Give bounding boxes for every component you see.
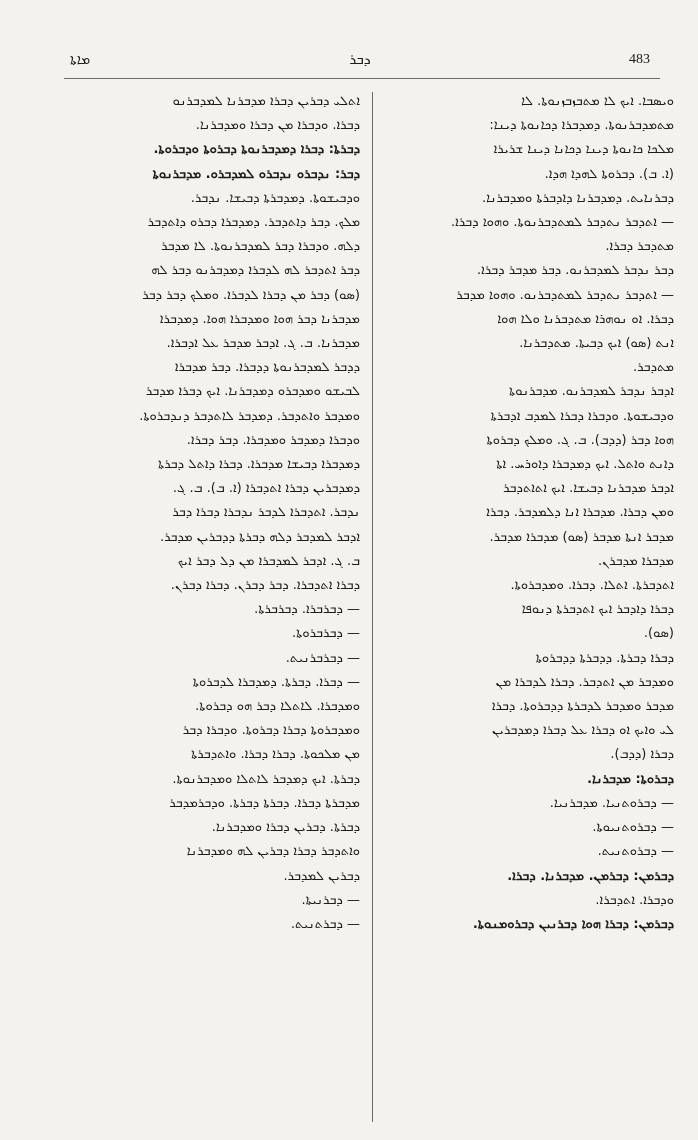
entry-line: ܕܒܪܐ (ܕܕܒ). (610, 747, 674, 763)
entry-line: — ܕܒܪܒܪܢܝܬ. (285, 650, 360, 666)
entry-line: — ܕܒܪܐ. ܕܒܪܬܐ. ܕܡܕܒܪܐ ܠܕܒܪܘܬܐ (192, 674, 360, 690)
entry-line: ܕܒܪ ܢܕܒܪ ܠܡܕܒܪܢܘ. ܕܒܪ ܡܕܒܪ ܕܒܪܐ. (476, 263, 674, 279)
entry-line: ܒ. ܓ. ܐܕܒܪ ܠܡܕܒܪܐ ܡܢ ܕܠ ܕܒܪ ܐܝܟ (177, 553, 360, 569)
entry-line: ܕܐܢܬ ܘܐܬܠ. ܐܝܟ ܕܡܕܒܪܐ ܕܐܘܪܚ. ܐܬܐ (496, 457, 674, 473)
entry-line: ܕܒܪܐ. ܐܘ ܢܘܗܪܐ ܡܬܕܒܪܢܐ ܘܠܐ ܗܘܐ (497, 311, 674, 327)
header-rule (64, 78, 660, 79)
entry-line: ܕܒܪܝܢ ܠܡܕܒܪ. (283, 868, 360, 884)
entry-line: ܡܠܟ. ܕܒܪ ܕܐܬܕܒܪ. ܕܡܕܒܪܐ ܕܒܪܘ ܕܐܬܕܒܪ (147, 215, 360, 231)
entry-line: ܡܬܕܒܪ. (633, 360, 674, 376)
entry-line: ܕܒܪ: ܢܕܒܪܘ ܢܕܒܪܘ ܠܡܕܒܪܘ. ܡܕܒܪܢܘܬܐ (152, 166, 360, 182)
dictionary-entry (384, 187, 674, 260)
entry-line: ܡܕܒܪܢܐ. ܒ. ܓ. ܐܕܒܪ ܡܕܒܪ ܥܠ ܐܕܒܪܐ. (166, 336, 360, 352)
entry-line: ܕܡܕܒܪܝܢ ܕܒܪܐ ܐܬܕܒܪܐ (ܐ. ܒ). ܒ. ܓ. (172, 481, 360, 497)
entry-line: — ܕܒܪܘܬܢܝܬ. (597, 844, 674, 860)
entry-line: (ܣܘ) ܕܒܪ ܡܢ ܕܒܪܐ ܠܕܒܪܐ. ܘܡܠܟ ܕܒܪ ܕܒܪ (142, 287, 360, 303)
entry-line: ܡܠܟܐ ܟܐܢܘܬܐ ܕܝܢܐ ܕܟܐܢܐ ܕܝܢܐ ܫܪܝܪܐ (493, 142, 674, 158)
entry-line: ܕܒܪ ܐܬܕܒܪ ܠܗ ܠܕܒܪܐ ܕܡܕܒܪܢܘ ܕܒܪ ܠܗ (151, 263, 360, 279)
entry-line: ܕܒܪܢܐܝܬ. ܕܡܕܒܪܢܐ ܕܐܕܒܪܬܐ ܘܡܕܒܪܢܐ. (481, 190, 674, 206)
entry-line: ܐܕܒܪ ܢܕܒܪ ܠܡܕܒܪܢܘ. ܡܕܒܪܢܘܬܐ (509, 384, 674, 400)
entry-line: ܠܝ ܘܐܝܟ ܐܘ ܕܒܪܐ ܥܠ ܕܒܪܐ ܕܡܕܒܪܝܢ (491, 723, 674, 739)
entry-line: ܕܒܪܐ ܕܒܪܬܐ. ܕܕܒܪܬܐ ܕܕܒܪܘܬܐ (535, 650, 674, 666)
dictionary-entry (70, 163, 360, 623)
dictionary-entry (384, 865, 674, 913)
dictionary-entry (70, 671, 360, 889)
entry-line: ܘܝܣܒܐ. ܐܝܟ ܠܐ ܡܬܒܙܒܙܢܘܬܐ. ܠܐ (521, 94, 674, 109)
entry-line: ܕܒܪܡܢ: ܕܒܪܐ ܗܘܐ ܕܒܪܢܝܢ ܕܒܪܘܡܢܘܬܐ. (472, 916, 674, 932)
entry-line: ܡܕܒܪܐ ܡܕܒܪܢ. (597, 553, 674, 569)
entry-line: ܐܬܠܝ ܕܒܪܝܢ ܕܒܪܐ ܡܕܒܪܢܐ ܠܡܕܒܪܢܘ (172, 94, 360, 109)
entry-line: ܕܠܗ. ܘܕܒܪܐ ܕܒܪ ܠܡܕܒܪܢܘܬܐ. ܠܐ ܡܕܒܪ (161, 239, 360, 255)
entry-line: ܡܬܡܕܒܪܢܘܬܐ. ܕܡܕܒܪܐ ܕܟܐܢܘܬܐ ܕܝܢܐ: (489, 118, 674, 134)
entry-line: ܕܒܪܬܐ. ܕܒܪܝܢ ܕܒܪܐ ܘܡܕܒܪܢܐ. (211, 820, 360, 836)
entry-line: ܡܕܒܪ ܐܢܬܐ ܡܕܒܪ (ܣܘ) ܡܕܒܪܐ ܡܕܒܪ. (489, 529, 674, 545)
entry-line: ܡܕܒܪܬܐ ܕܒܪܐ. ܕܒܪܬܐ ܕܒܪܬܐ. ܘܕܒܪܡܕܒܪ (169, 795, 360, 811)
entry-line: — ܕܒܪܘܬܢܝܘܬܐ. (592, 820, 674, 836)
entry-line: ܕܒܪܐ ܕܐܕܒܪ ܐܝܟ ܐܬܕܒܪܬܐ ܕܢܘܦܐ (521, 602, 674, 618)
entry-line: ܘܡܕܒܪ ܘܐܬܕܒܪ. ܕܡܕܒܪ ܠܐܬܕܒܪ ܕܢܕܒܪܘܬܐ. (139, 408, 360, 424)
entry-line: ܡܬܕܒܪ ܕܒܪܐ. (605, 239, 674, 255)
dictionary-entry (384, 768, 674, 792)
entry-line: ܐܬܕܒܪܬܐ. ܐܬܠܐ. ܕܒܪܐ. ܘܡܕܒܪܘܬܐ. (510, 578, 674, 594)
dictionary-entry (70, 90, 360, 138)
entry-line: ܡܕܒܪܢܐ ܕܒܪ ܗܘܐ ܘܡܕܒܪܐ ܗܘܐ. ܕܡܕܒܪܐ (159, 311, 360, 327)
entry-line: ܕܕܒܪ ܠܡܕܒܪܢܘܬܐ ܕܕܒܪܐ. ܕܒܪ ܡܕܒܪܐ (174, 360, 360, 376)
entry-line: (ܐ. ܒ). ܕܒܪܘܬܐ ܠܗܕܐ ܗܕܐ. (544, 166, 674, 182)
entry-line: ܕܒܪܐ ܐܬܕܒܪܐ. ܕܒܪ ܕܒܪܢ. ܕܒܪܐ ܕܒܪܢ. (170, 578, 360, 594)
entry-line: ܡܕܒܪ ܘܡܕܒܪ ܠܕܒܪܬܐ ܕܕܒܪܘܬܐ. ܕܒܪܐ (491, 699, 674, 715)
dictionary-entry (70, 138, 360, 162)
entry-line: ܘܡܢ ܕܒܪܐ. ܡܕܒܪܐ ܐܢܐ ܕܠܡܕܒܪ. ܕܒܪܐ (486, 505, 674, 521)
entry-line: ܘܐܬܕܒܪ ܕܒܪܐ ܕܒܪܝܢ ܠܗ ܘܡܕܒܪܢܐ (186, 844, 360, 860)
entry-line: — ܕܒܪܒܪܘܬܐ. (292, 626, 360, 642)
dictionary-entry (384, 647, 674, 768)
entry-line: ܕܒܪܡܢ: ܕܒܪܡܢ. ܡܕܒܪܢܐ. ܕܒܪܐ. (507, 868, 674, 884)
entry-line: ܐܕܒܪ ܡܕܒܪܢܐ ܕܒܝܫܐ. ܐܝܟ ܐܬܐܬܕܒܪ (503, 481, 674, 497)
dictionary-entry (384, 380, 674, 574)
entry-line: ܘܕܒܪܐ. ܐܬܕܒܪܐ. (595, 892, 674, 908)
running-title-center: ܕܒܪ (349, 52, 371, 68)
entry-line: ܐܕܒܪ ܠܡܕܒܪ ܕܠܗ ܕܒܪܬܐ ܕܕܒܪܝܢ ܡܕܒܪ. (159, 529, 360, 545)
entry-line: — ܐܬܕܒܪ ܢܬܕܒܪ ܠܡܬܕܒܪܢܘܬܐ. ܘܗܘܐ ܕܒܪܐ. (450, 215, 674, 231)
entry-line: ܘܡܕܒܪܘܬܐ ܕܒܪܐ ܕܒܪܘܬܐ. ܘܕܒܪܐ ܕܒܪ (182, 723, 360, 739)
entry-line: ܐܢܬ (ܣܘ) ܐܝܟ ܕܒܝܬܐ. ܡܬܕܒܪܢܐ. (519, 336, 674, 352)
column-divider (372, 92, 373, 1122)
dictionary-entry (70, 889, 360, 937)
entry-line: — ܕܒܪܬܢܝܬ. (290, 916, 360, 932)
entry-line: ܘܕܒܪܐ ܕܡܕܒܪ ܘܡܕܒܪܐ. ܕܒܪ ܕܒܪܐ. (186, 432, 360, 448)
entry-line: — ܕܒܪܘܬܢܝܐ. ܡܕܒܪܢܝܐ. (549, 795, 674, 811)
entry-line: ܘܡܕܒܪ ܡܢ ܐܬܕܒܪ. ܕܒܪܐ ܠܕܒܪܐ ܡܢ (495, 674, 674, 690)
entry-line: ܘܕܒܝܫܘܬܐ. ܕܡܕܒܪܬܐ ܕܒܝܫܐ. ܢܕܒܪ. (190, 190, 360, 206)
dictionary-entry (384, 574, 674, 647)
entry-line: (ܣܘ). (643, 626, 674, 642)
page-number: 483 (629, 52, 650, 67)
dictionary-entry (384, 913, 674, 937)
left-column (70, 90, 360, 937)
dictionary-entry (384, 259, 674, 380)
dictionary-entry (70, 622, 360, 670)
entry-line: ܠܒܝܫܘ ܘܡܕܒܪܘ ܕܡܕܒܪܢܐ. ܐܝܟ ܕܒܪܐ ܡܕܒܪ (145, 384, 360, 400)
entry-line: ܡܢ ܡܠܟܘܬܐ. ܕܒܪܐ ܕܒܪܐ. ܘܐܬܕܒܪܬܐ (191, 747, 360, 763)
entry-line: ܕܒܪܬܐ: ܕܒܪܐ ܕܡܕܒܪܢܘܬܐ ܕܒܪܘܬܐ ܘܕܒܪܘܬܐ. (153, 142, 360, 158)
entry-line: ܕܒܪܘܬܐ: ܡܕܒܪܢܐ. (587, 771, 674, 787)
entry-line: ܘܡܕܒܪܐ. ܠܐܬܠܐ ܕܒܪ ܗܘ ܕܒܪܘܬܐ. (195, 699, 360, 715)
entry-line: ܕܡܕܒܪܐ ܕܒܝܫܐ ܡܕܒܪܐ. ܕܒܪܐ ܕܐܬܠ ܕܒܪܬܐ (157, 457, 360, 473)
page-header (70, 52, 650, 76)
entry-line: — ܕܒܪܒܪܐ. ܕܒܪܒܪܬܐ. (254, 602, 360, 618)
entry-line: ܕܒܪܐ. ܘܕܒܪܐ ܡܢ ܕܒܪܐ ܘܡܕܒܪܢܐ. (195, 118, 360, 134)
entry-line: ܕܒܪܬܐ. ܐܝܟ ܕܡܕܒܪ ܠܐܬܠܐ ܘܡܕܒܪܢܘܬܐ. (172, 771, 360, 787)
entry-line: — ܐܬܕܒܪ ܢܬܕܒܪ ܠܡܬܕܒܪܢܘ. ܘܗܘܐ ܡܕܒܪ (456, 287, 674, 303)
right-column (384, 90, 674, 937)
running-title-left: ܡܐܬܐ (70, 52, 91, 68)
dictionary-entry (384, 90, 674, 187)
entry-line: ܗܘܐ ܕܒܪ (ܕܕܒ). ܒ. ܓ. ܘܡܠܟ ܕܒܪܘܬܐ (486, 432, 674, 448)
entry-line: — ܕܒܪܢܝܬܐ. (301, 892, 360, 908)
entry-line: ܘܕܒܝܫܘܬܐ. ܘܕܒܪܐ ܕܒܪܐ ܠܡܕܒ ܐܕܒܪܬܐ (490, 408, 674, 424)
entry-line: ܢܕܒܪ. ܐܬܕܒܪܐ ܠܕܒܪ ܢܕܒܪܐ ܕܒܪܐ ܕܒܪ (172, 505, 360, 521)
dictionary-entry (384, 792, 674, 865)
